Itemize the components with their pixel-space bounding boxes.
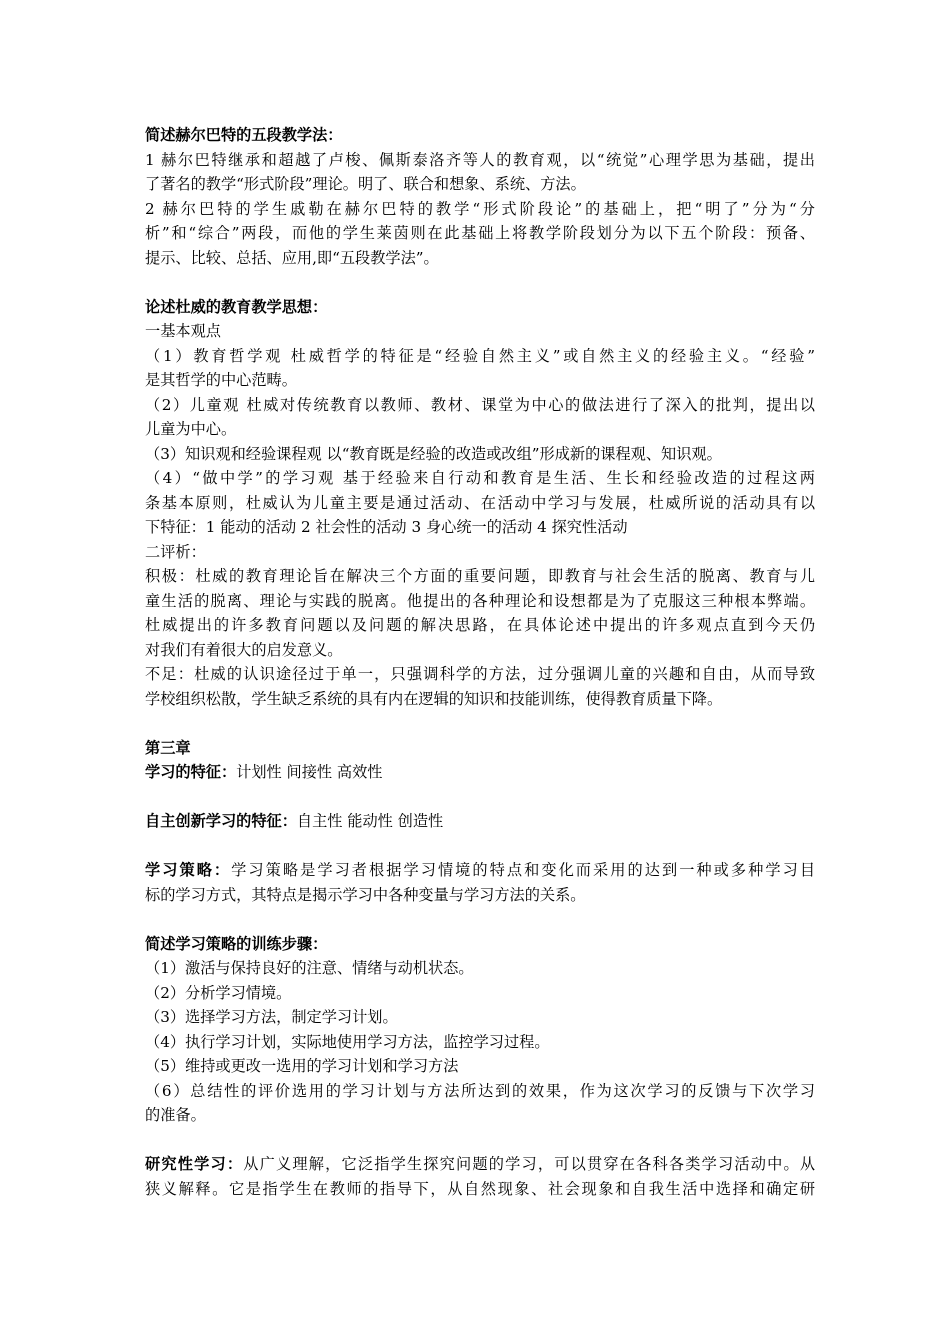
learning-features-line bbox=[145, 760, 815, 785]
dewey-line-8: 条基本原则，杜威认为儿童主要是通过活动、在活动中学习与发展，杜威所说的活动具有以 bbox=[145, 493, 815, 512]
herbart-line-4: 析”和“综合”两段，而他的学生莱茵则在此基础上将教学阶段划分为以下五个阶段：预备、 bbox=[145, 224, 815, 242]
dewey-line-2: （1）教育哲学观 杜威哲学的特征是“经验自然主义”或自然主义的经验主义。“经验” bbox=[145, 346, 815, 365]
research-learning-line-1 bbox=[145, 1152, 815, 1177]
dewey-line-16: 学校组织松散，学生缺乏系统的具有内在逻辑的知识和技能训练，使得教育质量下降。 bbox=[145, 689, 723, 708]
dewey-line-1: 一基本观点 bbox=[145, 322, 221, 340]
learning-features-label: 学习的特征： bbox=[145, 763, 237, 781]
herbart-line-2: 了著名的教学“形式阶段”理论。明了、联合和想象、系统、方法。 bbox=[145, 175, 586, 193]
autonomous-learning-text: 自主性 能动性 创造性 bbox=[296, 812, 444, 830]
research-learning-text-1: 从广义理解，它泛指学生探究问题的学习，可以贯穿在各科各类学习活动中。从 bbox=[243, 1155, 816, 1173]
document-page bbox=[145, 123, 815, 1201]
dewey-line-12: 童生活的脱离、理论与实践的脱离。他提出的各种理论和设想都是为了克服这三种根本弊端。 bbox=[145, 591, 815, 610]
training-step-5: （5）维持或更改一选用的学习计划和学习方法 bbox=[145, 1057, 459, 1075]
paragraph-gap bbox=[145, 785, 815, 810]
paragraph-gap bbox=[145, 834, 815, 859]
strategy-text-1: 学习策略是学习者根据学习情境的特点和变化而采用的达到一种或多种学习目 bbox=[231, 861, 816, 879]
training-step-6: （6）总结性的评价选用的学习计划与方法所达到的效果，作为这次学习的反馈与下次学习 bbox=[145, 1081, 815, 1100]
training-steps-heading: 简述学习策略的训练步骤： bbox=[145, 934, 328, 953]
herbart-line-5: 提示、比较、总括、应用,即“五段教学法”。 bbox=[145, 248, 439, 267]
training-step-6-cont: 的准备。 bbox=[145, 1106, 206, 1124]
dewey-line-6: （3）知识观和经验课程观 以“教育既是经验的改造或改组”形成新的课程观、知识观。 bbox=[145, 444, 722, 463]
autonomous-learning-line bbox=[145, 809, 815, 834]
training-step-1: （1）激活与保持良好的注意、情绪与动机状态。 bbox=[145, 959, 474, 977]
chapter-heading: 第三章 bbox=[145, 738, 191, 757]
dewey-line-4: （2）儿童观 杜威对传统教育以教师、教材、课堂为中心的做法进行了深入的批判，提出以 bbox=[145, 395, 815, 414]
research-learning-label: 研究性学习： bbox=[145, 1155, 244, 1173]
training-step-3: （3）选择学习方法，制定学习计划。 bbox=[145, 1008, 398, 1026]
dewey-heading: 论述杜威的教育教学思想： bbox=[145, 297, 328, 316]
training-step-4: （4）执行学习计划，实际地使用学习方法，监控学习过程。 bbox=[145, 1032, 550, 1051]
paragraph-gap bbox=[145, 270, 815, 295]
dewey-line-7: （4）“做中学”的学习观 基于经验来自行动和教育是生活、生长和经验改造的过程这两 bbox=[145, 469, 815, 487]
dewey-line-10: 二评析： bbox=[145, 542, 206, 561]
paragraph-gap bbox=[145, 711, 815, 736]
strategy-line-2: 标的学习方式，其特点是揭示学习中各种变量与学习方法的关系。 bbox=[145, 885, 586, 904]
herbart-line-3: 2 赫尔巴特的学生戚勒在赫尔巴特的教学“形式阶段论”的基础上，把“明了”分为“分 bbox=[145, 199, 815, 218]
dewey-line-13: 杜威提出的许多教育问题以及问题的解决思路，在具体论述中提出的许多观点直到今天仍 bbox=[145, 616, 815, 634]
dewey-line-11: 积极：杜威的教育理论旨在解决三个方面的重要问题，即教育与社会生活的脱离、教育与儿 bbox=[145, 567, 815, 585]
dewey-line-9: 下特征：1 能动的活动 2 社会性的活动 3 身心统一的活动 4 探究性活动 bbox=[145, 518, 628, 536]
training-step-2: （2）分析学习情境。 bbox=[145, 983, 292, 1002]
paragraph-gap bbox=[145, 1128, 815, 1153]
autonomous-learning-label: 自主创新学习的特征： bbox=[145, 812, 297, 830]
dewey-line-15: 不足：杜威的认识途径过于单一，只强调科学的方法，过分强调儿童的兴趣和自由，从而导致 bbox=[145, 665, 815, 683]
dewey-line-3: 是其哲学的中心范畴。 bbox=[145, 371, 297, 389]
strategy-label: 学习策略： bbox=[145, 861, 232, 879]
research-learning-line-2: 狭义解释。它是指学生在教师的指导下，从自然现象、社会现象和自我生活中选择和确定研 bbox=[145, 1179, 815, 1198]
dewey-line-14: 对我们有着很大的启发意义。 bbox=[145, 640, 343, 659]
herbart-heading: 简述赫尔巴特的五段教学法： bbox=[145, 126, 343, 144]
dewey-line-5: 儿童为中心。 bbox=[145, 420, 237, 438]
strategy-line-1 bbox=[145, 858, 815, 883]
herbart-line-1: 1 赫尔巴特继承和超越了卢梭、佩斯泰洛齐等人的教育观，以“统觉”心理学思为基础，提出 bbox=[145, 150, 815, 169]
learning-features-text: 计划性 间接性 高效性 bbox=[236, 763, 383, 781]
paragraph-gap bbox=[145, 907, 815, 932]
